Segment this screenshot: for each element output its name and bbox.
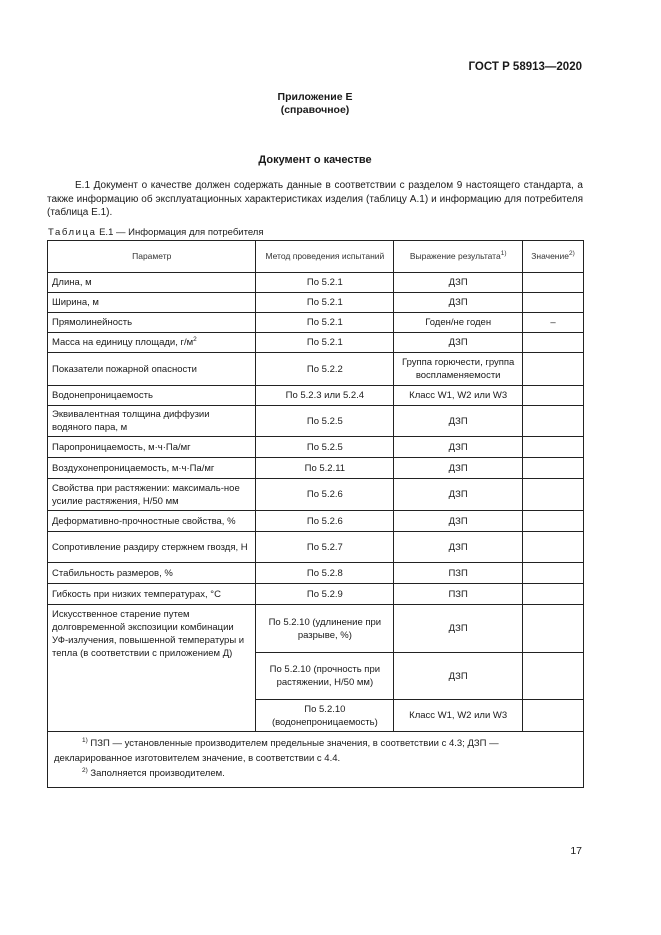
aging-method: По 5.2.10 (прочность при растяжении, Н/50 мм) [256, 653, 394, 700]
row-parameter [48, 333, 256, 353]
row-value [523, 479, 584, 511]
intro-paragraph-text: Е.1 Документ о качестве должен содержать данные в соответствии с разделом 9 настоящего стандарта, а также информацию об эксплуатационных характеристиках изделия (таблицу А.1) и информацию для потребителя (таблица Е.1). [47, 180, 583, 218]
header-parameter: Параметр [48, 241, 256, 273]
table-row [48, 479, 584, 511]
header-value-footnote-mark: 2) [568, 250, 575, 257]
aging-value [523, 700, 584, 732]
row-result: ДЗП [394, 479, 523, 511]
aging-result: ДЗП [394, 653, 523, 700]
row-parameter: Длина, м [48, 273, 256, 293]
row-value [523, 273, 584, 293]
table-row [48, 511, 584, 532]
row-value [523, 386, 584, 406]
row-parameter: Прямолинейность [48, 313, 256, 333]
table-row [48, 458, 584, 479]
row-method: По 5.2.5 [256, 406, 394, 437]
aging-value [523, 605, 584, 653]
row-result: Годен/не годен [394, 313, 523, 333]
appendix-subtitle: (справочное) [280, 104, 350, 116]
document-title: Документ о качестве [258, 154, 372, 166]
table-row [48, 437, 584, 458]
row-parameter: Показатели пожарной опасности [48, 353, 256, 386]
footnote-1-text: ПЗП — установленные производителем предельные значения, в соответствии с 4.3; ДЗП — декларированное изготовителем значение, в соответствии с 4.4. [54, 738, 499, 764]
row-parameter: Ширина, м [48, 293, 256, 313]
row-result: ДЗП [394, 333, 523, 353]
table-row [48, 313, 584, 333]
row-method: По 5.2.2 [256, 353, 394, 386]
row-method: По 5.2.1 [256, 273, 394, 293]
table-row [48, 353, 584, 386]
row-value [523, 333, 584, 353]
row-parameter: Свойства при растяжении: максималь-ное усилие растяжения, Н/50 мм [48, 479, 256, 511]
header-method: Метод проведения испытаний [256, 241, 394, 273]
table-header-row [48, 241, 584, 273]
aging-result: ДЗП [394, 605, 523, 653]
row-value [523, 353, 584, 386]
row-parameter: Стабильность размеров, % [48, 563, 256, 584]
row-value [523, 437, 584, 458]
footnote-2-text: Заполняется производителем. [90, 768, 225, 779]
table-caption-prefix: Таблица [48, 227, 97, 238]
footnote-1-mark: 1) [82, 737, 88, 744]
row-value [523, 563, 584, 584]
row-result: ДЗП [394, 458, 523, 479]
table-row [48, 532, 584, 563]
table-caption-number: Е.1 [99, 227, 114, 238]
row-method: По 5.2.8 [256, 563, 394, 584]
row-method: По 5.2.6 [256, 479, 394, 511]
standard-header: ГОСТ Р 58913—2020 [468, 61, 582, 73]
aging-value [523, 653, 584, 700]
row-parameter: Водонепроницаемость [48, 386, 256, 406]
header-value [523, 241, 584, 273]
row-value [523, 511, 584, 532]
row-result: ДЗП [394, 437, 523, 458]
table-row [48, 584, 584, 605]
aging-method: По 5.2.10 (удлинение при разрыве, %) [256, 605, 394, 653]
row-method: По 5.2.1 [256, 293, 394, 313]
footnote-2-mark: 2) [82, 767, 88, 774]
row-result: ДЗП [394, 273, 523, 293]
row-value [523, 532, 584, 563]
aging-row [48, 605, 584, 653]
page-number: 17 [570, 845, 582, 857]
row-parameter: Паропроницаемость, м·ч·Па/мг [48, 437, 256, 458]
row-value: – [523, 313, 584, 333]
row-method: По 5.2.1 [256, 313, 394, 333]
row-result: Группа горючести, группа воспламеняемости [394, 353, 523, 386]
row-method: По 5.2.5 [256, 437, 394, 458]
row-method: По 5.2.6 [256, 511, 394, 532]
table-row [48, 293, 584, 313]
row-result: ДЗП [394, 293, 523, 313]
row-value [523, 458, 584, 479]
row-method: По 5.2.7 [256, 532, 394, 563]
footnote-2 [54, 766, 577, 781]
row-value [523, 584, 584, 605]
row-parameter-text: Масса на единицу площади, г/м [52, 337, 194, 348]
aging-result: Класс W1, W2 или W3 [394, 700, 523, 732]
row-method: По 5.2.11 [256, 458, 394, 479]
row-result: Класс W1, W2 или W3 [394, 386, 523, 406]
header-result-label: Выражение результата [409, 251, 501, 261]
table-row [48, 563, 584, 584]
row-parameter: Гибкость при низких температурах, °С [48, 584, 256, 605]
table-row [48, 406, 584, 437]
table-row [48, 386, 584, 406]
row-result: ДЗП [394, 406, 523, 437]
row-method: По 5.2.9 [256, 584, 394, 605]
appendix-title: Приложение Е [277, 91, 353, 103]
footnotes-row [48, 732, 584, 788]
row-parameter: Воздухонепроницаемость, м·ч·Па/мг [48, 458, 256, 479]
row-result: ДЗП [394, 511, 523, 532]
consumer-info-table [47, 240, 584, 788]
appendix-heading [0, 91, 630, 117]
header-value-label: Значение [531, 251, 569, 261]
row-method: По 5.2.3 или 5.2.4 [256, 386, 394, 406]
header-result-footnote-mark: 1) [500, 250, 507, 257]
table-row [48, 273, 584, 293]
aging-parameter: Искусственное старение путем долговременной экспозиции комбинации УФ-излучения, повышенной температуры и тепла (в соответствии с приложением Д) [48, 605, 256, 732]
intro-paragraph [47, 179, 583, 220]
aging-method: По 5.2.10 (водонепроницаемость) [256, 700, 394, 732]
row-parameter: Сопротивление раздиру стержнем гвоздя, Н [48, 532, 256, 563]
row-result: ПЗП [394, 584, 523, 605]
row-result: ПЗП [394, 563, 523, 584]
table-caption [48, 227, 264, 238]
table-caption-text: — Информация для потребителя [116, 227, 264, 238]
table-row [48, 333, 584, 353]
row-result: ДЗП [394, 532, 523, 563]
row-parameter: Деформативно-прочностные свойства, % [48, 511, 256, 532]
row-parameter: Эквивалентная толщина диффузии водяного пара, м [48, 406, 256, 437]
row-parameter-superscript: 2 [193, 336, 197, 343]
footnotes-cell [48, 732, 584, 788]
row-value [523, 406, 584, 437]
row-value [523, 293, 584, 313]
row-method: По 5.2.1 [256, 333, 394, 353]
header-result [394, 241, 523, 273]
footnote-1 [54, 736, 577, 766]
